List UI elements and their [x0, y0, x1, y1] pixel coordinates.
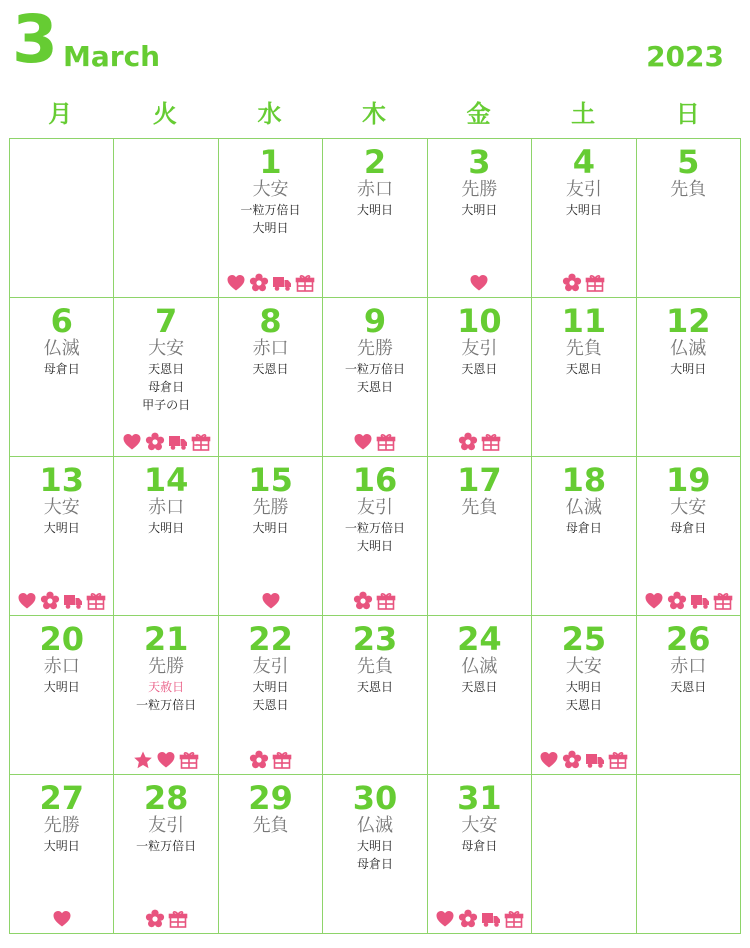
calendar-day-cell[interactable]	[323, 298, 427, 457]
day-number: 31	[457, 779, 502, 817]
day-icons	[428, 273, 531, 293]
rokuyo-label: 仏滅	[461, 656, 498, 677]
day-number: 1	[259, 143, 282, 181]
calendar-day-cell[interactable]	[219, 616, 323, 775]
weekday-sat: 土	[571, 100, 596, 128]
flower-icon	[145, 432, 165, 452]
heart-icon	[226, 273, 246, 293]
truck-icon	[63, 591, 83, 611]
auspicious-day-note: 天恩日	[356, 380, 393, 394]
gift-icon	[504, 909, 524, 929]
auspicious-day-note: 大明日	[461, 203, 498, 217]
day-number: 21	[143, 620, 189, 658]
truck-icon	[481, 909, 501, 929]
auspicious-day-note: 天恩日	[670, 680, 707, 694]
auspicious-day-note: 天恩日	[565, 698, 602, 712]
calendar-day-cell[interactable]	[323, 616, 427, 775]
auspicious-day-note: 大明日	[148, 521, 185, 535]
weekday-fri: 金	[466, 100, 491, 128]
weekday-header-row	[8, 96, 740, 132]
calendar-day-cell[interactable]	[219, 775, 323, 934]
calendar-day-cell[interactable]	[428, 457, 532, 616]
day-icons	[428, 909, 531, 929]
day-number: 27	[39, 779, 84, 817]
auspicious-day-note: 母倉日	[461, 839, 498, 853]
day-number: 2	[363, 143, 387, 181]
rokuyo-label: 先勝	[461, 179, 498, 200]
rokuyo-label: 赤口	[43, 656, 80, 677]
rokuyo-label: 仏滅	[356, 815, 393, 836]
day-icons	[219, 591, 322, 611]
auspicious-day-note: 一粒万倍日	[344, 521, 405, 535]
day-number: 4	[572, 143, 595, 181]
day-icons	[323, 591, 426, 611]
auspicious-day-note: 母倉日	[356, 857, 393, 871]
day-number: 13	[39, 461, 84, 499]
day-number: 24	[457, 620, 502, 658]
calendar-day-cell[interactable]	[219, 457, 323, 616]
day-icons	[532, 750, 635, 770]
auspicious-day-note: 天恩日	[252, 698, 289, 712]
rokuyo-label: 友引	[356, 497, 393, 518]
rokuyo-label: 大安	[461, 815, 498, 836]
calendar-empty-cell	[10, 139, 114, 298]
rokuyo-label: 先勝	[43, 815, 80, 836]
day-number: 14	[143, 461, 189, 499]
day-number: 26	[666, 620, 711, 658]
calendar-day-cell[interactable]	[532, 139, 636, 298]
rokuyo-label: 先勝	[356, 338, 393, 359]
calendar-day-cell[interactable]	[428, 298, 532, 457]
day-number: 9	[363, 302, 387, 340]
calendar-day-cell[interactable]	[323, 457, 427, 616]
auspicious-day-note: 一粒万倍日	[240, 203, 301, 217]
gift-icon	[168, 909, 188, 929]
auspicious-day-note: 大明日	[43, 521, 80, 535]
rokuyo-label: 仏滅	[43, 338, 80, 359]
rokuyo-label: 大安	[670, 497, 707, 518]
day-number: 12	[666, 302, 711, 340]
flower-icon	[562, 750, 582, 770]
rokuyo-label: 先勝	[148, 656, 185, 677]
auspicious-day-note: 大明日	[356, 539, 393, 553]
gift-icon	[481, 432, 501, 452]
rokuyo-label: 先負	[565, 338, 602, 359]
calendar-day-cell[interactable]	[532, 457, 636, 616]
auspicious-day-note: 大明日	[356, 839, 393, 853]
auspicious-day-note: 母倉日	[43, 362, 80, 376]
day-number: 17	[457, 461, 502, 499]
day-number: 18	[561, 461, 607, 499]
calendar-day-cell[interactable]	[428, 139, 532, 298]
weekday-mon: 月	[48, 100, 73, 128]
rokuyo-label: 友引	[461, 338, 498, 359]
gift-icon	[295, 273, 315, 293]
weekday-tue: 火	[152, 100, 177, 128]
auspicious-day-note: 天恩日	[461, 680, 498, 694]
rokuyo-label: 大安	[565, 656, 602, 677]
gift-icon	[191, 432, 211, 452]
calendar-empty-cell	[532, 775, 636, 934]
calendar-empty-cell	[114, 139, 218, 298]
heart-icon	[353, 432, 373, 452]
day-icons	[428, 432, 531, 452]
calendar-day-cell[interactable]	[114, 298, 218, 457]
calendar-grid	[9, 138, 741, 934]
day-icons	[114, 432, 217, 452]
rokuyo-label: 先勝	[252, 497, 289, 518]
auspicious-day-note: 大明日	[252, 221, 289, 235]
day-number: 23	[352, 620, 398, 658]
auspicious-day-note: 大明日	[670, 362, 707, 376]
auspicious-day-note: 大明日	[252, 680, 289, 694]
day-icons	[323, 432, 426, 452]
rokuyo-label: 先負	[356, 656, 393, 677]
calendar-day-cell[interactable]	[323, 139, 427, 298]
calendar-day-cell[interactable]	[10, 457, 114, 616]
heart-icon	[156, 750, 176, 770]
rokuyo-label: 友引	[148, 815, 185, 836]
weekday-thu: 木	[362, 100, 387, 128]
calendar-day-cell[interactable]	[532, 298, 636, 457]
gift-icon	[376, 432, 396, 452]
heart-icon	[469, 273, 489, 293]
heart-icon	[17, 591, 37, 611]
day-number: 22	[248, 620, 293, 658]
rokuyo-label: 大安	[43, 497, 80, 518]
auspicious-day-note: 大明日	[43, 680, 80, 694]
day-icons	[10, 591, 113, 611]
calendar-day-cell[interactable]	[637, 139, 741, 298]
day-icons	[10, 909, 113, 929]
month-name: March	[63, 40, 161, 73]
day-number: 20	[39, 620, 84, 658]
day-icons	[637, 591, 740, 611]
gift-icon	[713, 591, 733, 611]
day-number: 25	[561, 620, 607, 658]
day-number: 3	[468, 143, 491, 181]
heart-icon	[52, 909, 72, 929]
calendar-day-cell[interactable]	[114, 457, 218, 616]
gift-icon	[272, 750, 292, 770]
weekday-wed: 水	[257, 100, 282, 128]
flower-icon	[353, 591, 373, 611]
rokuyo-label: 赤口	[252, 338, 289, 359]
flower-icon	[667, 591, 687, 611]
day-number: 6	[50, 302, 73, 340]
calendar-day-cell[interactable]	[10, 775, 114, 934]
flower-icon	[40, 591, 60, 611]
day-number: 10	[457, 302, 502, 340]
rokuyo-label: 赤口	[148, 497, 185, 518]
auspicious-day-note: 天恩日	[461, 362, 498, 376]
gift-icon	[608, 750, 628, 770]
day-number: 30	[352, 779, 398, 817]
auspicious-day-note: 大明日	[565, 680, 602, 694]
calendar-day-cell[interactable]	[114, 775, 218, 934]
calendar-day-cell[interactable]	[428, 616, 532, 775]
rokuyo-label: 赤口	[356, 179, 393, 200]
star-icon	[133, 750, 153, 770]
rokuyo-label: 先負	[252, 815, 289, 836]
day-icons	[219, 273, 322, 293]
auspicious-day-note: 大明日	[356, 203, 393, 217]
rokuyo-label: 大安	[148, 338, 185, 359]
rokuyo-label: 赤口	[670, 656, 707, 677]
rokuyo-label: 友引	[252, 656, 289, 677]
heart-icon	[539, 750, 559, 770]
day-number: 7	[155, 302, 178, 340]
calendar-day-cell[interactable]	[323, 775, 427, 934]
auspicious-day-note: 天赦日	[148, 680, 185, 694]
rokuyo-label: 先負	[461, 497, 498, 518]
truck-icon	[585, 750, 605, 770]
auspicious-day-note: 一粒万倍日	[344, 362, 405, 376]
gift-icon	[585, 273, 605, 293]
gift-icon	[376, 591, 396, 611]
day-icons	[114, 750, 217, 770]
flower-icon	[562, 273, 582, 293]
truck-icon	[168, 432, 188, 452]
auspicious-day-note: 大明日	[252, 521, 289, 535]
calendar-day-cell[interactable]	[219, 139, 323, 298]
weekday-sun: 日	[675, 100, 700, 128]
flower-icon	[458, 432, 478, 452]
gift-icon	[179, 750, 199, 770]
heart-icon	[122, 432, 142, 452]
day-number: 15	[248, 461, 293, 499]
flower-icon	[249, 273, 269, 293]
calendar-day-cell[interactable]	[10, 298, 114, 457]
calendar-day-cell[interactable]	[637, 298, 741, 457]
day-number: 28	[143, 779, 189, 817]
calendar-day-cell[interactable]	[637, 616, 741, 775]
day-number: 16	[352, 461, 398, 499]
flower-icon	[249, 750, 269, 770]
rokuyo-label: 仏滅	[565, 497, 602, 518]
heart-icon	[644, 591, 664, 611]
day-number: 5	[677, 143, 700, 181]
calendar-day-cell[interactable]	[637, 457, 741, 616]
truck-icon	[272, 273, 292, 293]
truck-icon	[690, 591, 710, 611]
auspicious-day-note: 母倉日	[148, 380, 185, 394]
flower-icon	[145, 909, 165, 929]
gift-icon	[86, 591, 106, 611]
heart-icon	[435, 909, 455, 929]
calendar-day-cell[interactable]	[114, 616, 218, 775]
calendar-empty-cell	[637, 775, 741, 934]
day-number: 8	[259, 302, 282, 340]
rokuyo-label: 友引	[565, 179, 602, 200]
day-number: 19	[666, 461, 711, 499]
auspicious-day-note: 大明日	[43, 839, 80, 853]
year: 2023	[646, 40, 724, 73]
day-icons	[219, 750, 322, 770]
rokuyo-label: 先負	[670, 179, 707, 200]
auspicious-day-note: 天恩日	[148, 362, 185, 376]
auspicious-day-note: 大明日	[565, 203, 602, 217]
month-number: 3	[12, 1, 58, 78]
calendar-day-cell[interactable]	[219, 298, 323, 457]
day-icons	[114, 909, 217, 929]
heart-icon	[261, 591, 281, 611]
auspicious-day-note: 天恩日	[356, 680, 393, 694]
day-icons	[532, 273, 635, 293]
calendar-day-cell[interactable]	[428, 775, 532, 934]
auspicious-day-note: 甲子の日	[142, 398, 191, 412]
rokuyo-label: 大安	[252, 179, 289, 200]
auspicious-day-note: 一粒万倍日	[136, 698, 197, 712]
flower-icon	[458, 909, 478, 929]
calendar-day-cell[interactable]	[532, 616, 636, 775]
auspicious-day-note: 母倉日	[565, 521, 602, 535]
auspicious-day-note: 一粒万倍日	[136, 839, 197, 853]
rokuyo-label: 仏滅	[670, 338, 707, 359]
day-number: 11	[561, 302, 607, 340]
calendar-day-cell[interactable]	[10, 616, 114, 775]
auspicious-day-note: 天恩日	[565, 362, 602, 376]
auspicious-day-note: 天恩日	[252, 362, 289, 376]
day-number: 29	[248, 779, 293, 817]
auspicious-day-note: 母倉日	[670, 521, 707, 535]
